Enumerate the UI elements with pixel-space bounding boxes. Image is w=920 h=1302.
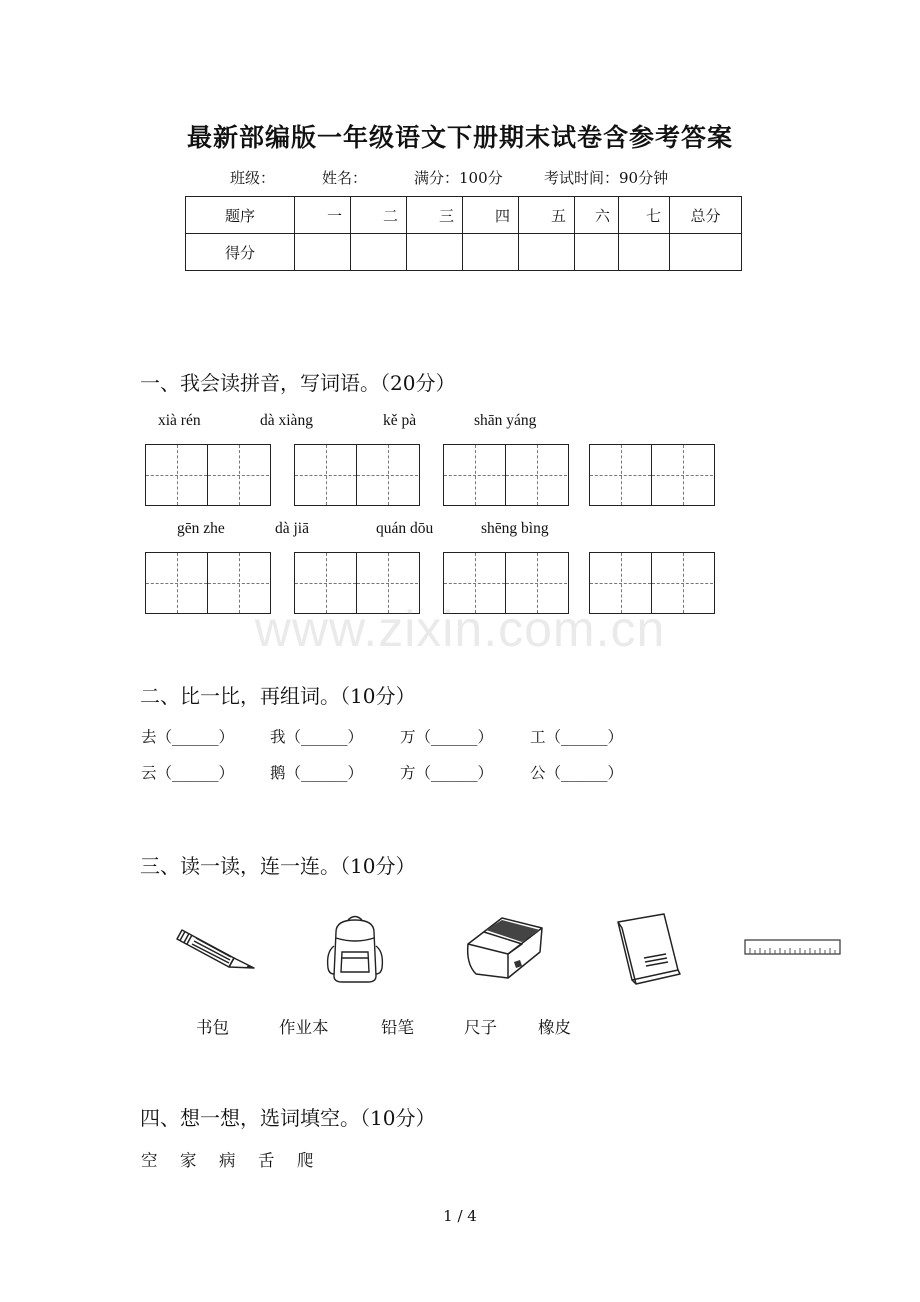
score-input-cell[interactable] bbox=[463, 234, 519, 271]
writing-grid[interactable] bbox=[589, 444, 715, 506]
score-cell: 四 bbox=[463, 197, 519, 234]
pinyin-label: xià rén bbox=[158, 412, 201, 429]
word-blank[interactable]: 去（______） bbox=[141, 728, 235, 746]
page-title: 最新部编版一年级语文下册期末试卷含参考答案 bbox=[186, 123, 733, 152]
match-word: 铅笔 bbox=[381, 1018, 414, 1037]
class-label: 班级： bbox=[230, 169, 276, 187]
score-input-cell[interactable] bbox=[670, 234, 742, 271]
writing-grid[interactable] bbox=[294, 444, 420, 506]
word-blank[interactable]: 鹅（______） bbox=[270, 764, 364, 782]
exam-time-label: 考试时间：90分钟 bbox=[544, 169, 669, 187]
ruler-icon bbox=[744, 938, 842, 956]
word-blank[interactable]: 我（______） bbox=[270, 728, 364, 746]
word-blank[interactable]: 工（______） bbox=[530, 728, 624, 746]
word-choices: 空 家 病 舌 爬 bbox=[141, 1151, 314, 1170]
writing-grid[interactable] bbox=[145, 444, 271, 506]
score-input-cell[interactable] bbox=[575, 234, 619, 271]
pinyin-label: dà jiā bbox=[275, 520, 309, 537]
page-number: 1 / 4 bbox=[443, 1207, 477, 1225]
match-word: 橡皮 bbox=[538, 1018, 571, 1037]
full-score-label: 满分：100分 bbox=[414, 169, 503, 187]
word-blank[interactable]: 方（______） bbox=[400, 764, 494, 782]
match-word: 书包 bbox=[196, 1018, 229, 1037]
name-label: 姓名： bbox=[322, 169, 368, 187]
match-word: 尺子 bbox=[464, 1018, 497, 1037]
score-input-cell[interactable] bbox=[295, 234, 351, 271]
score-cell: 七 bbox=[619, 197, 670, 234]
pinyin-label: kě pà bbox=[383, 412, 417, 429]
match-word: 作业本 bbox=[279, 1018, 329, 1037]
pinyin-label: shān yáng bbox=[474, 412, 537, 429]
pinyin-label: shēng bìng bbox=[481, 520, 549, 537]
word-blank[interactable]: 云（______） bbox=[141, 764, 235, 782]
word-blank[interactable]: 公（______） bbox=[530, 764, 624, 782]
score-input-cell[interactable] bbox=[407, 234, 463, 271]
score-table bbox=[185, 196, 742, 271]
pinyin-label: dà xiàng bbox=[260, 412, 313, 429]
score-input-cell[interactable] bbox=[519, 234, 575, 271]
score-cell: 六 bbox=[575, 197, 619, 234]
section-3-heading: 三、读一读，连一连。（10分） bbox=[140, 854, 416, 878]
eraser-icon bbox=[464, 912, 548, 982]
word-blank[interactable]: 万（______） bbox=[400, 728, 494, 746]
writing-grid[interactable] bbox=[443, 444, 569, 506]
pinyin-label: gēn zhe bbox=[177, 520, 225, 537]
backpack-icon bbox=[322, 912, 388, 984]
score-cell: 五 bbox=[519, 197, 575, 234]
section-4-heading: 四、想一想，选词填空。（10分） bbox=[140, 1106, 436, 1130]
score-cell: 一 bbox=[295, 197, 351, 234]
score-cell: 三 bbox=[407, 197, 463, 234]
score-cell: 二 bbox=[351, 197, 407, 234]
section-2-heading: 二、比一比，再组词。（10分） bbox=[140, 684, 416, 708]
score-input-cell[interactable] bbox=[619, 234, 670, 271]
score-cell: 总分 bbox=[670, 197, 742, 234]
watermark: www.zixin.com.cn bbox=[254, 601, 666, 657]
score-cell: 题序 bbox=[186, 197, 295, 234]
score-table-header-row bbox=[186, 197, 742, 234]
pencil-icon bbox=[176, 924, 260, 974]
score-table-score-row bbox=[186, 234, 742, 271]
score-input-cell[interactable] bbox=[351, 234, 407, 271]
book-icon bbox=[614, 912, 684, 986]
score-row-label: 得分 bbox=[186, 234, 295, 271]
section-1-heading: 一、我会读拼音，写词语。（20分） bbox=[140, 371, 456, 395]
pinyin-label: quán dōu bbox=[376, 520, 434, 537]
